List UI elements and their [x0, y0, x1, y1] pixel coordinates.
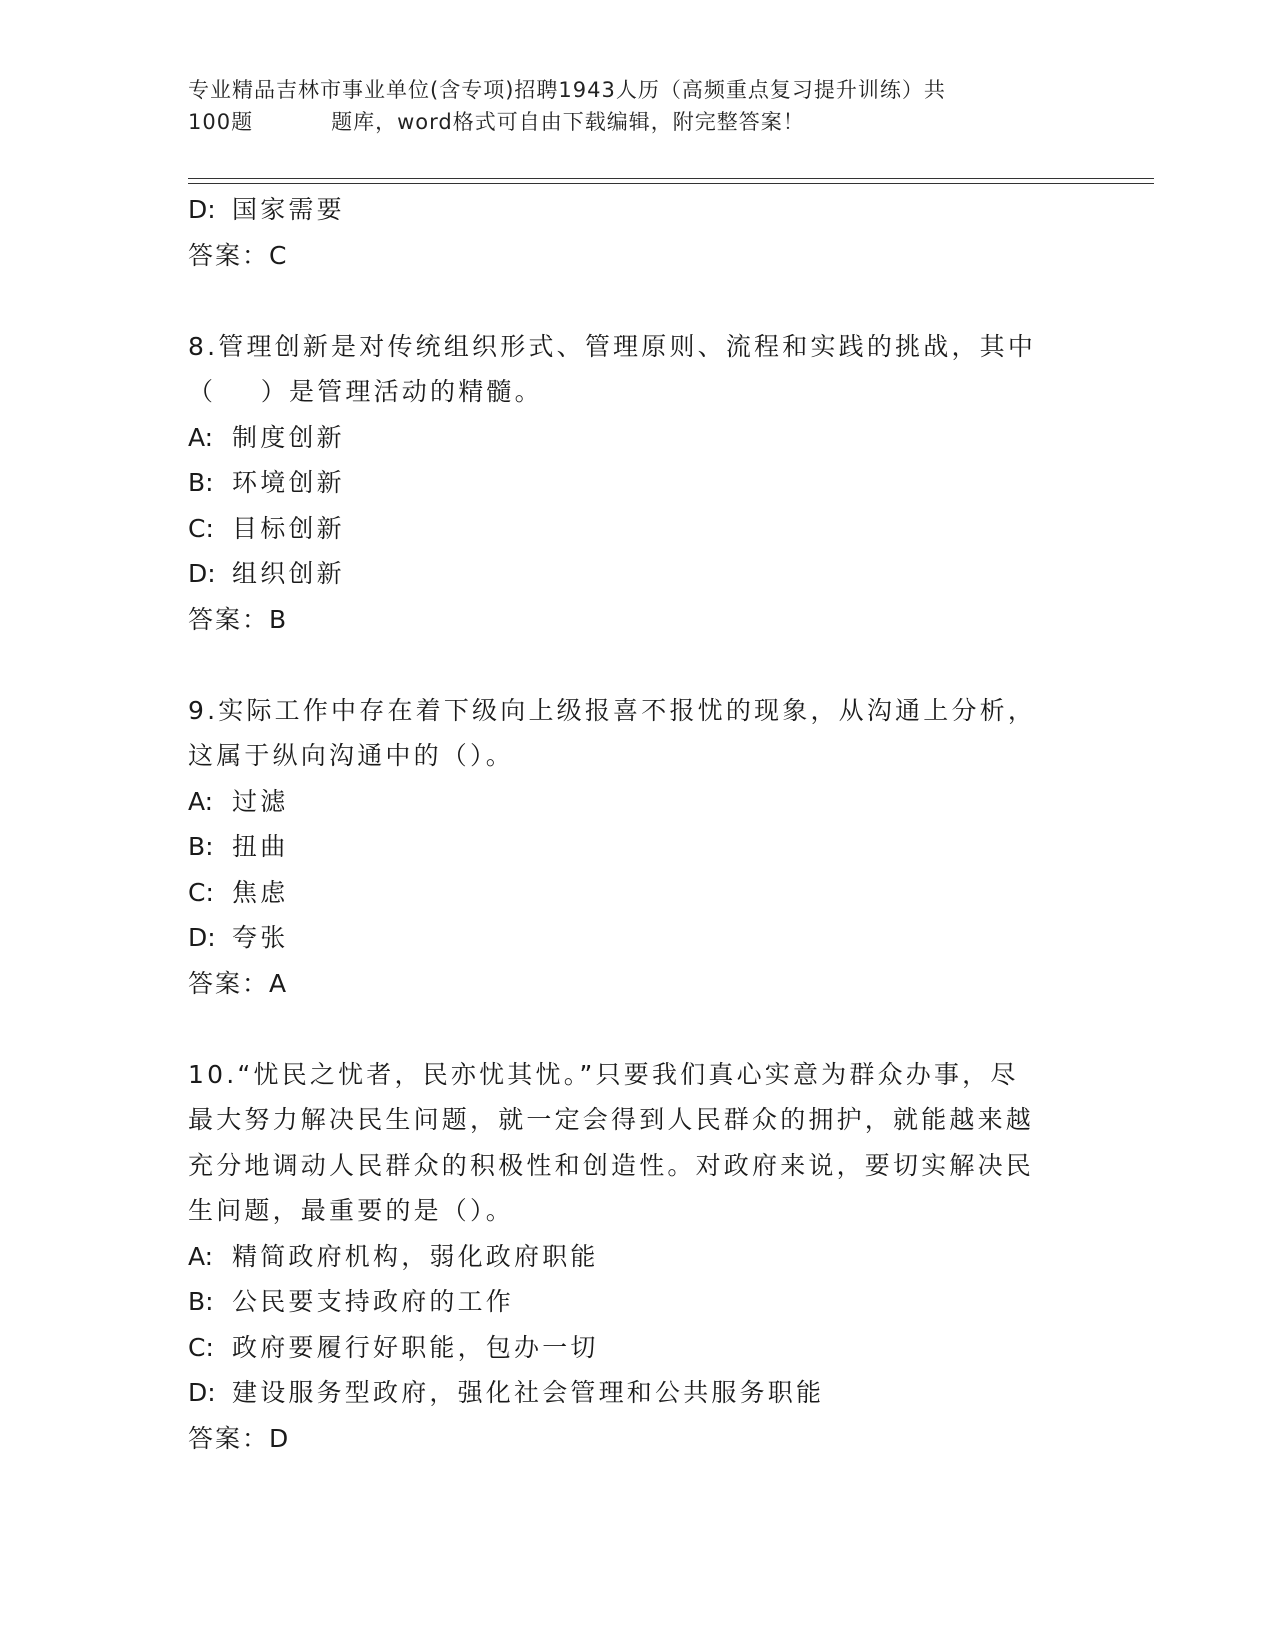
answer-label: 答案： [188, 604, 270, 634]
answer-value: D [269, 1423, 290, 1453]
q10-option-b [188, 1279, 1088, 1325]
option-letter: A: [188, 422, 214, 452]
option-letter: C: [188, 513, 214, 543]
option-letter: C: [188, 877, 214, 907]
option-text: 扭曲 [232, 832, 289, 861]
option-letter: B: [188, 468, 214, 497]
q8-option-b [188, 460, 1088, 506]
option-text: 精简政府机构，弱化政府职能 [232, 1241, 599, 1271]
q8-stem-line2: （ ）是管理活动的精髓。 [188, 377, 543, 406]
answer-label: 答案： [188, 240, 270, 270]
option-letter: D: [188, 559, 216, 588]
q9-option-c [188, 870, 1088, 916]
answer-label: 答案： [188, 968, 270, 998]
q9-stem-line1: 9.实际工作中存在着下级向上级报喜不报忧的现象，从沟通上分析， [188, 695, 1037, 725]
q8-answer [188, 597, 1088, 643]
option-text: 公民要支持政府的工作 [232, 1287, 515, 1316]
prev-answer [188, 233, 1088, 279]
answer-label: 答案： [188, 1423, 270, 1453]
q8-option-c [188, 506, 1088, 552]
q8-option-d [188, 551, 1088, 597]
q10-option-a [188, 1234, 1088, 1280]
header-title-line2 [188, 106, 1088, 138]
option-letter: D: [188, 923, 216, 952]
option-letter: B: [188, 1287, 214, 1316]
option-letter: B: [188, 832, 214, 861]
header-title-line1: 专业精品吉林市事业单位(含专项)招聘1943人历（高频重点复习提升训练）共 [188, 78, 946, 102]
document-header [188, 74, 1088, 138]
q9-answer [188, 961, 1088, 1007]
option-text: 政府要履行好职能，包办一切 [232, 1332, 599, 1362]
q10-option-d [188, 1370, 1088, 1416]
q8-option-a [188, 415, 1088, 461]
answer-value: C [269, 240, 288, 270]
option-letter: A: [188, 786, 214, 816]
option-text: 制度创新 [232, 422, 345, 452]
q10-stem-line4: 生问题，最重要的是（）。 [188, 1196, 514, 1225]
option-letter: D: [188, 1378, 216, 1407]
q8-stem-line1: 8.管理创新是对传统组织形式、管理原则、流程和实践的挑战，其中 [188, 331, 1037, 361]
header-description: 题库，word格式可自由下载编辑，附完整答案！ [331, 110, 805, 134]
q10-option-c [188, 1325, 1088, 1371]
option-text: 建设服务型政府，强化社会管理和公共服务职能 [232, 1378, 825, 1407]
q10-answer [188, 1416, 1088, 1462]
option-letter: D: [188, 195, 216, 224]
option-text: 目标创新 [232, 513, 345, 543]
option-text: 焦虑 [232, 877, 289, 907]
option-text: 过滤 [232, 786, 289, 816]
q9-stem-line2: 这属于纵向沟通中的（）。 [188, 741, 514, 770]
q9-option-a [188, 779, 1088, 825]
prev-option-d [188, 187, 1088, 233]
q9-option-d [188, 915, 1088, 961]
option-text: 夸张 [232, 923, 289, 952]
question-content [188, 187, 1088, 1461]
option-letter: C: [188, 1332, 214, 1362]
option-text: 组织创新 [232, 559, 345, 588]
header-divider-bottom [188, 183, 1154, 184]
q9-option-b [188, 824, 1088, 870]
option-text: 国家需要 [232, 195, 345, 224]
option-text: 环境创新 [232, 468, 345, 497]
q10-stem-line2: 最大努力解决民生问题，就一定会得到人民群众的拥护，就能越来越 [188, 1105, 1035, 1134]
option-letter: A: [188, 1241, 214, 1271]
q10-stem-line1: 10.“忧民之忧者，民亦忧其忧。”只要我们真心实意为群众办事，尽 [188, 1059, 1019, 1089]
q10-stem-line3: 充分地调动人民群众的积极性和创造性。对政府来说，要切实解决民 [188, 1150, 1035, 1180]
header-count: 100题 [188, 110, 254, 134]
header-divider-top [188, 178, 1154, 179]
answer-value: A [269, 968, 288, 998]
answer-value: B [269, 604, 288, 634]
